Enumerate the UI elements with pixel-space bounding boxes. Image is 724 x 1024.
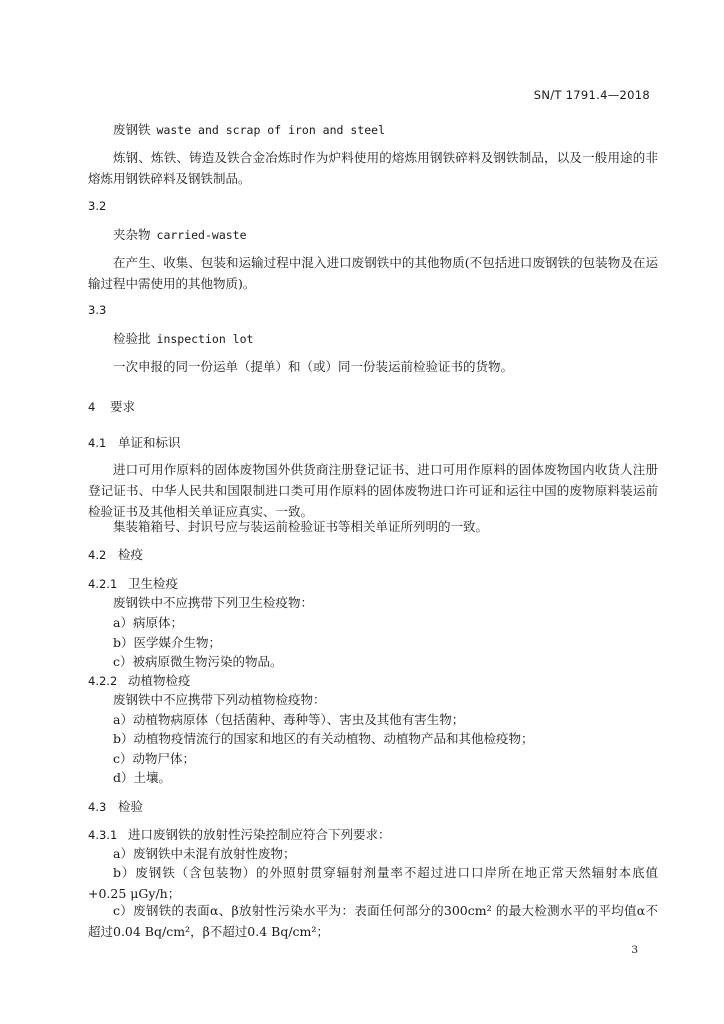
page-number: 3 [631, 944, 638, 956]
term-title: 检验批 inspection lot [113, 331, 254, 346]
subsection-heading: 4.2 检疫 [88, 547, 144, 562]
list-item: c）废钢铁的表面α、β放射性污染水平为：表面任何部分的300cm² 的最大检测水平的平均值α不超过0.04 Bq/cm²，β不超过0.4 Bq/cm²； [88, 903, 658, 939]
term-definition: 炼钢、炼铁、铸造及铁合金冶炼时作为炉料使用的熔炼用钢铁碎料及钢铁制品，以及一般用途的非熔炼用钢铁碎料及钢铁制品。 [88, 150, 658, 186]
list-item: b）医学媒介生物； [113, 635, 222, 650]
standard-code: SN/T 1791.4—2018 [533, 88, 650, 102]
list-item: b）废钢铁（含包装物）的外照射贯穿辐射剂量率不超过进口口岸所在地正常天然辐射本底值+0.25 μGy/h； [88, 865, 658, 901]
clause-intro: 废钢铁中不应携带下列卫生检疫物： [113, 595, 314, 610]
paragraph: 集装箱箱号、封识号应与装运前检验证书等相关单证所列明的一致。 [113, 519, 489, 534]
section-heading: 4 要求 [88, 399, 136, 414]
list-item: d）土壤。 [113, 770, 172, 785]
term-title: 夹杂物 carried-waste [113, 227, 247, 242]
list-item: a）病原体； [113, 615, 183, 630]
list-item: a）动植物病原体（包括菌种、毒种等）、害虫及其他有害生物； [113, 712, 465, 727]
clause-heading: 4.3.1 进口废钢铁的放射性污染控制应符合下列要求： [88, 827, 391, 842]
list-item: a）废钢铁中未混有放射性废物； [113, 846, 296, 861]
term-number: 3.3 [88, 303, 107, 317]
list-item: c）动物尸体； [113, 751, 196, 766]
term-definition: 在产生、收集、包装和运输过程中混入进口废钢铁中的其他物质(不包括进口废钢铁的包装物及在运输过程中需使用的其他物质)。 [88, 255, 658, 291]
list-item: b）动植物疫情流行的国家和地区的有关动植物、动植物产品和其他检疫物； [113, 731, 534, 746]
term-definition: 一次申报的同一份运单（提单）和（或）同一份装运前检验证书的货物。 [113, 359, 514, 374]
clause-heading: 4.2.1 卫生检疫 [88, 576, 179, 591]
subsection-heading: 4.1 单证和标识 [88, 435, 181, 450]
list-item: c）被病原微生物污染的物品。 [113, 654, 283, 669]
clause-heading: 4.2.2 动植物检疫 [88, 673, 191, 688]
subsection-heading: 4.3 检验 [88, 799, 144, 814]
paragraph: 进口可用作原料的固体废物国外供货商注册登记证书、进口可用作原料的固体废物国内收货人注册登记证书、中华人民共和国限制进口类可用作原料的固体废物进口许可证和运往中国的废物原料装运前检验证书及其他相关单证应真实、一致。 [88, 462, 658, 519]
clause-intro: 废钢铁中不应携带下列动植物检疫物： [113, 692, 326, 707]
term-number: 3.2 [88, 199, 107, 213]
term-title: 废钢铁 waste and scrap of iron and steel [113, 122, 385, 137]
